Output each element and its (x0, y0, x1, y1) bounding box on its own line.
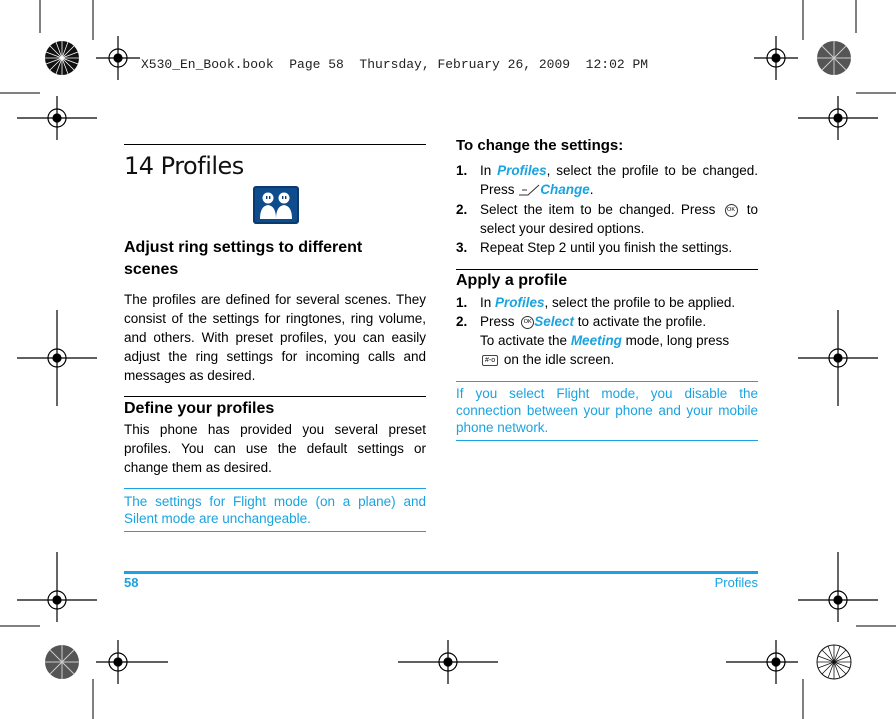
section-heading-define: Define your profiles (124, 400, 275, 417)
footer-section-title: Profiles (714, 575, 758, 590)
list-item: 1. In Profiles, select the profile to be changed. Press Change. (456, 163, 758, 197)
section-body-define: This phone has provided you several preset profiles. You can use the default settings or change them as desired. (124, 422, 426, 475)
note-flight-mode: If you select Flight mode, you disable the connection between your phone and your mobile phone network. (456, 386, 758, 435)
chapter-title: 14 Profiles (124, 152, 244, 180)
ok-key-icon: OK (521, 316, 534, 329)
section-body-adjust: The profiles are defined for several scenes. They consist of the settings for ringtones, ring volume, and others. With preset profiles, you can easily adjust the ring settings for incoming calls and messages as desired. (124, 292, 426, 383)
apply-profile-heading: Apply a profile (456, 272, 568, 289)
hash-key-icon: #-o (482, 355, 498, 366)
profiles-icon (253, 186, 299, 224)
note-rule-bottom (124, 531, 426, 532)
left-softkey-icon (518, 184, 540, 196)
change-settings-heading: To change the settings: (456, 137, 624, 154)
note-rule-bottom-right (456, 440, 758, 441)
section-heading-adjust: Adjust ring settings to different scenes (124, 239, 363, 278)
list-item: 2. Select the item to be changed. Press OK to select your desired options. (456, 202, 758, 236)
ok-key-icon: OK (725, 204, 738, 217)
footer-rule (124, 571, 758, 574)
page-number: 58 (124, 575, 139, 590)
note-rule-top (124, 488, 426, 489)
list-item: 3. Repeat Step 2 until you finish the settings. (456, 240, 733, 255)
note-unchangeable: The settings for Flight mode (on a plane) and Silent mode are unchangeable. (124, 494, 426, 526)
print-header: X530_En_Book.book Page 58 Thursday, February 26, 2009 12:02 PM (141, 57, 649, 72)
apply-steps-list (456, 293, 758, 369)
chapter-rule (124, 144, 426, 145)
list-item: 1. In Profiles, select the profile to be applied. (456, 295, 736, 310)
list-item: 2. Press OK Select to activate the profile. To activate the Meeting mode, long press #-o on the idle screen. (456, 314, 730, 367)
note-rule-top-right (456, 381, 758, 382)
section-rule-define (124, 396, 426, 397)
change-steps-list (456, 161, 758, 257)
